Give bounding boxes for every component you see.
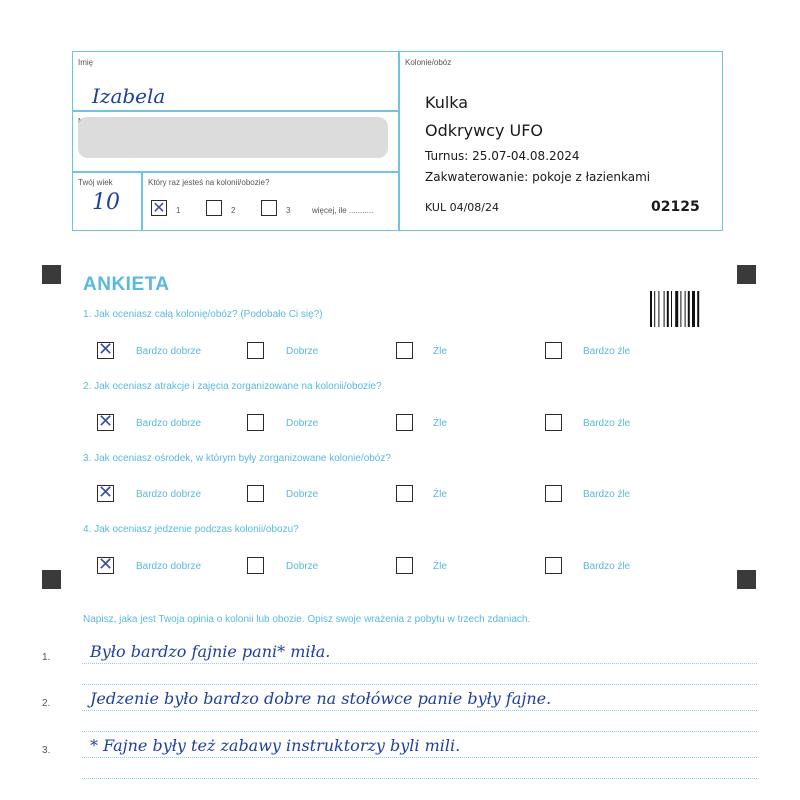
q3-bardzo-dobrze-checkbox[interactable] xyxy=(97,482,114,503)
q4-zle-checkbox[interactable] xyxy=(396,557,413,574)
q2-bardzo-dobrze-label: Bardzo dobrze xyxy=(136,418,202,429)
q1-bardzo-dobrze-checkbox[interactable] xyxy=(97,339,114,360)
question-1: 1. Jak oceniasz całą kolonię/obóz? (Podobało Ci się?) xyxy=(83,309,323,320)
count-2-label: 2 xyxy=(231,206,236,215)
q1-bardzo-zle-checkbox[interactable] xyxy=(545,342,562,359)
camp-code: KUL 04/08/24 xyxy=(425,201,499,214)
opinion-answer-1[interactable]: Było bardzo fajnie pani* miła. xyxy=(90,642,331,661)
barcode-bar xyxy=(667,291,669,327)
registration-marker-top-left xyxy=(42,265,61,284)
q3-dobrze-checkbox[interactable] xyxy=(247,485,264,502)
registration-marker-bottom-right xyxy=(737,570,756,589)
q1-dobrze-checkbox[interactable] xyxy=(247,342,264,359)
checkbox-x-icon: ✕ xyxy=(152,198,166,217)
ktory-raz-label: Który raz jesteś na kolonii/obozie? xyxy=(148,178,270,187)
question-3: 3. Jak oceniasz ośrodek, w którym były zorganizowane kolonie/obóz? xyxy=(83,453,391,464)
header-divider-vertical xyxy=(398,51,400,231)
q2-bardzo-zle-label: Bardzo źle xyxy=(583,418,631,429)
question-2: 2. Jak oceniasz atrakcje i zajęcia zorganizowane na kolonii/obozie? xyxy=(83,381,382,392)
count-3-checkbox[interactable] xyxy=(261,200,277,216)
checkbox-x-icon: ✕ xyxy=(98,411,114,432)
wiek-value: 10 xyxy=(92,190,120,215)
checkbox-x-icon: ✕ xyxy=(98,554,114,575)
barcode-bar xyxy=(675,291,678,327)
checkbox-x-icon: ✕ xyxy=(98,339,114,360)
barcode-bar xyxy=(692,291,695,327)
registration-marker-bottom-left xyxy=(42,570,61,589)
q2-zle-label: Źle xyxy=(433,418,447,429)
q1-bardzo-dobrze-label: Bardzo dobrze xyxy=(136,346,202,357)
dotted-line xyxy=(82,778,757,779)
dotted-line xyxy=(82,731,757,732)
q3-bardzo-zle-checkbox[interactable] xyxy=(545,485,562,502)
opinion-answer-3[interactable]: * Fajne były też zabawy instruktorzy byli mili. xyxy=(90,736,461,755)
q4-zle-label: Źle xyxy=(433,561,447,572)
imie-label: Imię xyxy=(78,58,94,67)
count-2-checkbox[interactable] xyxy=(206,200,222,216)
q4-bardzo-dobrze-checkbox[interactable] xyxy=(97,554,114,575)
barcode xyxy=(650,291,708,327)
q4-bardzo-dobrze-label: Bardzo dobrze xyxy=(136,561,202,572)
opinion-answer-2[interactable]: Jedzenie było bardzo dobre na stołówce panie były fajne. xyxy=(90,689,552,708)
zakwaterowanie: Zakwaterowanie: pokoje z łazienkami xyxy=(425,170,651,184)
dotted-line xyxy=(82,757,757,758)
camp-program: Odkrywcy UFO xyxy=(425,121,544,140)
question-4: 4. Jak oceniasz jedzenie podczas kolonii/obozu? xyxy=(83,524,299,535)
q1-zle-checkbox[interactable] xyxy=(396,342,413,359)
barcode-bar xyxy=(680,291,681,327)
q2-dobrze-label: Dobrze xyxy=(286,418,319,429)
wiecej-label: więcej, ile ........... xyxy=(312,206,374,215)
barcode-bar xyxy=(685,291,686,327)
q3-bardzo-zle-label: Bardzo źle xyxy=(583,489,631,500)
barcode-bar xyxy=(671,291,672,327)
q4-bardzo-zle-label: Bardzo źle xyxy=(583,561,631,572)
form-number: 02125 xyxy=(651,199,700,215)
q3-zle-checkbox[interactable] xyxy=(396,485,413,502)
header-divider-name xyxy=(72,110,399,112)
registration-marker-top-right xyxy=(737,265,756,284)
q3-bardzo-dobrze-label: Bardzo dobrze xyxy=(136,489,202,500)
dotted-line xyxy=(82,710,757,711)
barcode-bar xyxy=(654,291,655,327)
camp-name: Kulka xyxy=(425,93,469,112)
q4-dobrze-label: Dobrze xyxy=(286,561,319,572)
checkbox-x-icon: ✕ xyxy=(98,482,114,503)
q4-dobrze-checkbox[interactable] xyxy=(247,557,264,574)
q3-zle-label: Źle xyxy=(433,489,447,500)
count-1-label: 1 xyxy=(176,206,181,215)
q2-bardzo-zle-checkbox[interactable] xyxy=(545,414,562,431)
q2-bardzo-dobrze-checkbox[interactable] xyxy=(97,411,114,432)
q1-bardzo-zle-label: Bardzo źle xyxy=(583,346,631,357)
opinion-prompt: Napisz, jaka jest Twoja opinia o kolonii lub obozie. Opisz swoje wrażenia z pobytu w trzech zdaniach. xyxy=(83,614,531,625)
dotted-line xyxy=(82,663,757,664)
q4-bardzo-zle-checkbox[interactable] xyxy=(545,557,562,574)
count-1-checkbox[interactable] xyxy=(151,200,167,216)
barcode-bar xyxy=(664,291,665,327)
header-divider-age xyxy=(72,171,399,173)
turnus: Turnus: 25.07-04.08.2024 xyxy=(425,149,580,163)
kolonie-label: Kolonie/obóz xyxy=(405,58,452,67)
redaction-block xyxy=(78,117,388,158)
q1-zle-label: Źle xyxy=(433,346,447,357)
count-3-label: 3 xyxy=(286,206,291,215)
survey-title: ANKIETA xyxy=(83,274,170,295)
barcode-bar xyxy=(658,291,659,327)
barcode-bar xyxy=(650,291,652,327)
q2-zle-checkbox[interactable] xyxy=(396,414,413,431)
opinion-number-1: 1. xyxy=(42,652,51,663)
opinion-number-3: 3. xyxy=(42,745,51,756)
wiek-label: Twój wiek xyxy=(78,178,113,187)
header-divider-age-col xyxy=(141,171,143,231)
imie-value: Izabela xyxy=(92,84,166,108)
q1-dobrze-label: Dobrze xyxy=(286,346,319,357)
barcode-bar xyxy=(697,291,699,327)
opinion-number-2: 2. xyxy=(42,698,51,709)
q3-dobrze-label: Dobrze xyxy=(286,489,319,500)
q2-dobrze-checkbox[interactable] xyxy=(247,414,264,431)
barcode-bar xyxy=(688,291,690,327)
dotted-line xyxy=(82,684,757,685)
